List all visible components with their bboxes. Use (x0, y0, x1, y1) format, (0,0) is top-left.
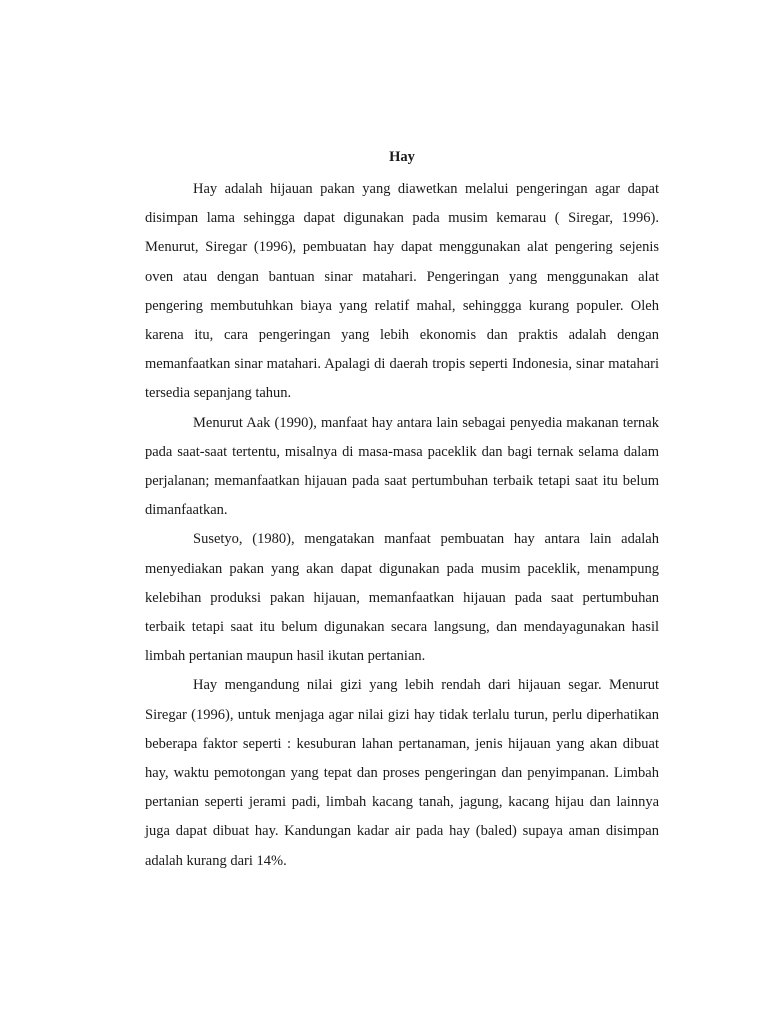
paragraph-1: Hay adalah hijauan pakan yang diawetkan melalui pengeringan agar dapat disimpan lama sehingga dapat digunakan pada musim kemarau ( Siregar, 1996). Menurut, Siregar (1996), pembuatan hay dapat menggunakan alat pengering sejenis oven atau dengan bantuan sinar matahari. Pengeringan yang menggunakan alat pengering membutuhkan biaya yang relatif mahal, sehinggga kurang populer. Oleh karena itu, cara pengeringan yang lebih ekonomis dan praktis adalah dengan memanfaatkan sinar matahari. Apalagi di daerah tropis seperti Indonesia, sinar matahari tersedia sepanjang tahun. (145, 181, 659, 402)
document-page (145, 146, 659, 876)
paragraph-2: Menurut Aak (1990), manfaat hay antara lain sebagai penyedia makanan ternak pada saat-saat tertentu, misalnya di masa-masa paceklik dan bagi ternak selama dalam perjalanan; memanfaatkan hijauan pada saat pertumbuhan terbaik tetapi saat itu belum dimanfaatkan. (145, 414, 659, 519)
paragraph-4: Hay mengandung nilai gizi yang lebih rendah dari hijauan segar. Menurut Siregar (1996), untuk menjaga agar nilai gizi hay tidak terlalu turun, perlu diperhatikan beberapa faktor seperti : kesuburan lahan pertanaman, jenis hijauan yang akan dibuat hay, waktu pemotongan yang tepat dan proses pengeringan dan penyimpanan. Limbah pertanian seperti jerami padi, limbah kacang tanah, jagung, kacang hijau dan lainnya juga dapat dibuat hay. Kandungan kadar air pada hay (baled) supaya aman disimpan adalah kurang dari 14%. (145, 677, 659, 869)
paragraph-3: Susetyo, (1980), mengatakan manfaat pembuatan hay antara lain adalah menyediakan pakan yang akan dapat digunakan pada musim paceklik, menampung kelebihan produksi pakan hijauan, memanfaatkan hijauan pada saat pertumbuhan terbaik tetapi saat itu belum digunakan secara langsung, dan mendayagunakan hasil limbah pertanian maupun hasil ikutan pertanian. (145, 531, 659, 665)
document-title: Hay (389, 149, 415, 165)
